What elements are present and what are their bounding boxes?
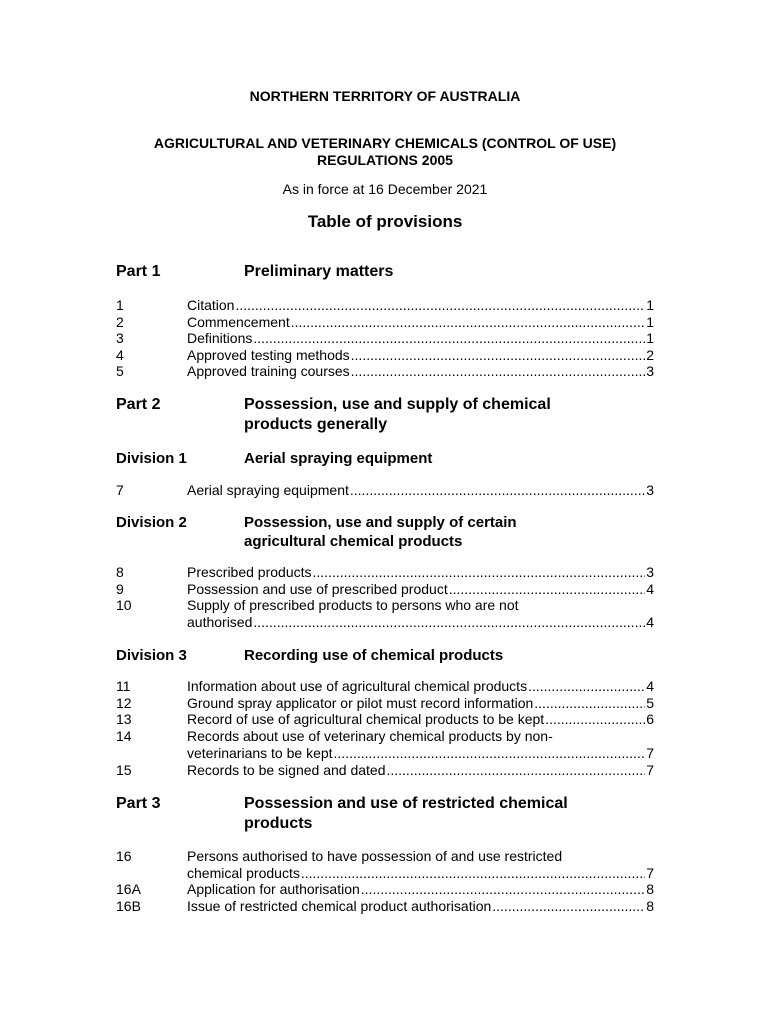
entry-title: Aerial spraying equipment	[187, 482, 349, 498]
dot-leader	[253, 614, 645, 631]
entry-number: 14	[116, 728, 132, 744]
dot-leader	[361, 881, 645, 898]
part-number: Part 3	[116, 795, 161, 812]
dot-leader	[253, 330, 645, 347]
division-number: Division 1	[116, 450, 187, 467]
entry-title: Ground spray applicator or pilot must record information	[187, 694, 534, 711]
entry-page: 8	[646, 898, 654, 914]
dot-leader	[313, 564, 646, 581]
in-force-date: As in force at 16 December 2021	[282, 181, 488, 197]
entry-number: 15	[116, 762, 132, 778]
dot-leader	[545, 711, 645, 728]
division-title: Aerial spraying equipment	[244, 450, 433, 467]
entry-page: 4	[646, 613, 654, 630]
entry-title: Information about use of agricultural chemical products	[187, 678, 528, 694]
dot-leader	[350, 482, 645, 499]
dot-leader	[492, 898, 645, 915]
entry-page: 7	[646, 744, 654, 761]
entry-page: 7	[646, 864, 654, 881]
entry-page: 8	[646, 881, 654, 897]
entry-number: 4	[116, 346, 124, 363]
entry-title: Commencement	[187, 313, 290, 330]
dot-leader	[449, 581, 645, 598]
entry-title-line: Persons authorised to have possession of and use restricted	[187, 848, 563, 864]
part-title-line: products	[244, 815, 313, 832]
division-title-line: Possession, use and supply of certain	[244, 514, 517, 531]
part-title-line: Possession, use and supply of chemical	[244, 396, 551, 413]
entry-title: Issue of restricted chemical product authorisation	[187, 898, 492, 914]
dot-leader	[334, 745, 646, 762]
entry-number: 1	[116, 297, 124, 313]
dot-leader	[351, 363, 646, 380]
entry-title: Prescribed products	[187, 564, 312, 580]
entry-title: chemical products	[187, 864, 300, 881]
part-title-line: products generally	[244, 416, 388, 433]
part-number: Part 1	[116, 263, 161, 280]
entry-title-line: Supply of prescribed products to persons who are not	[187, 597, 519, 613]
entry-number: 7	[116, 482, 124, 498]
part-title: Preliminary matters	[244, 263, 394, 280]
entry-number: 9	[116, 580, 124, 597]
entry-page: 5	[646, 694, 654, 711]
dot-leader	[301, 865, 645, 882]
entry-title: Record of use of agricultural chemical products to be kept	[187, 711, 545, 727]
entry-number: 13	[116, 711, 132, 727]
dot-leader	[351, 347, 646, 364]
division-title: Recording use of chemical products	[244, 647, 504, 664]
division-title	[244, 513, 644, 551]
regulation-title-line: AGRICULTURAL AND VETERINARY CHEMICALS (CONTROL OF USE)	[153, 135, 617, 151]
entry-number: 11	[116, 678, 131, 694]
dot-leader	[534, 695, 645, 712]
entry-page: 6	[646, 711, 654, 727]
jurisdiction-heading: NORTHERN TERRITORY OF AUSTRALIA	[249, 88, 521, 104]
entry-number: 16	[116, 848, 132, 864]
entry-number: 12	[116, 694, 132, 711]
entry-page: 3	[646, 482, 654, 498]
entry-page: 1	[646, 330, 654, 346]
part-title	[244, 395, 644, 435]
entry-page: 3	[646, 363, 654, 379]
entry-page: 3	[646, 564, 654, 580]
entry-title: Records to be signed and dated	[187, 762, 386, 778]
entry-page: 4	[646, 580, 654, 597]
entry-number: 16A	[116, 881, 141, 897]
entry-title: Citation	[187, 297, 235, 313]
entry-title: Approved testing methods	[187, 346, 350, 363]
dot-leader	[386, 762, 645, 779]
dot-leader	[528, 678, 645, 695]
part-number: Part 2	[116, 396, 161, 413]
entry-page: 1	[646, 297, 654, 313]
division-number: Division 3	[116, 647, 187, 664]
dot-leader	[235, 297, 645, 314]
dot-leader	[291, 314, 646, 331]
division-title-line: agricultural chemical products	[244, 533, 463, 550]
entry-title: Definitions	[187, 330, 253, 346]
entry-title: authorised	[187, 613, 253, 630]
entry-title-line: Records about use of veterinary chemical products by non-	[187, 728, 553, 744]
entry-number: 2	[116, 313, 124, 330]
entry-page: 7	[646, 762, 654, 778]
entry-title: Approved training courses	[187, 363, 350, 379]
entry-title: Application for authorisation	[187, 881, 360, 897]
entry-number: 10	[116, 597, 132, 613]
entry-page: 1	[646, 313, 654, 330]
entry-title: veterinarians to be kept	[187, 744, 333, 761]
toc-heading: Table of provisions	[307, 212, 463, 231]
entry-title: Possession and use of prescribed product	[187, 580, 448, 597]
regulation-title	[110, 135, 660, 169]
entry-number: 3	[116, 330, 124, 346]
division-number: Division 2	[116, 514, 187, 531]
entry-page: 2	[646, 346, 654, 363]
entry-number: 16B	[116, 898, 141, 914]
regulation-title-line: REGULATIONS 2005	[317, 152, 453, 168]
entry-number: 5	[116, 363, 124, 379]
part-title-line: Possession and use of restricted chemical	[244, 795, 568, 812]
entry-number: 8	[116, 564, 124, 580]
entry-page: 4	[646, 678, 654, 694]
part-title	[244, 794, 644, 834]
